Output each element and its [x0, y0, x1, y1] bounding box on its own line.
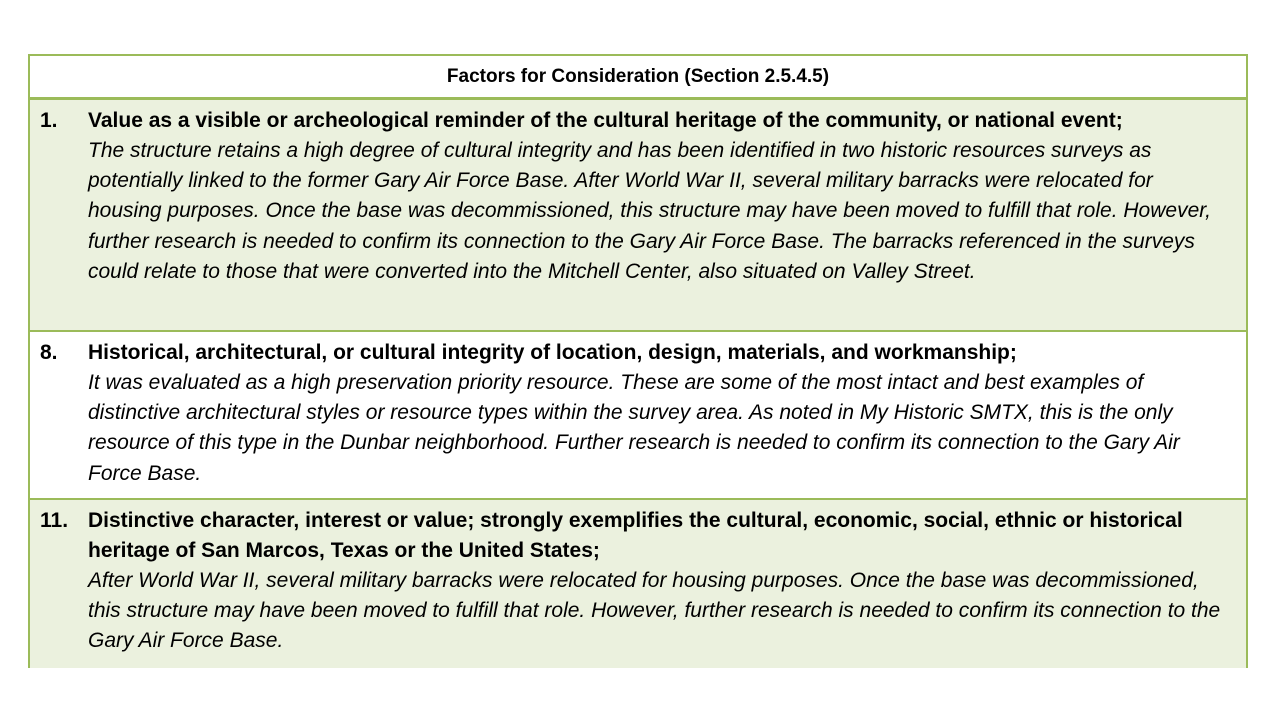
factor-row-8: [30, 332, 1246, 500]
factor-row-11: [30, 500, 1246, 668]
factor-description: The structure retains a high degree of cultural integrity and has been identified in two historic resources surveys as potentially linked to the former Gary Air Force Base. After World War II, several military barracks were relocated for housing purposes. Once the base was decommissioned, this structure may have been moved to fulfill that role. However, further research is needed to confirm its connection to the Gary Air Force Base. The barracks referenced in the surveys could relate to those that were converted into the Mitchell Center, also situated on Valley Street.: [88, 139, 1211, 283]
factor-heading: Distinctive character, interest or value; strongly exemplifies the cultural, economic, social, ethnic or historical heritage of San Marcos, Texas or the United States;: [88, 509, 1183, 562]
factor-heading: Historical, architectural, or cultural integrity of location, design, materials, and workmanship;: [88, 341, 1017, 364]
factor-description: It was evaluated as a high preservation priority resource. These are some of the most intact and best examples of distinctive architectural styles or resource types within the survey area. As noted in My Historic SMTX, this is the only resource of this type in the Dunbar neighborhood. Further research is needed to confirm its connection to the Gary Air Force Base.: [88, 371, 1180, 485]
factor-number: 1.: [40, 109, 58, 132]
factor-row-1: [30, 100, 1246, 332]
factor-heading: Value as a visible or archeological reminder of the cultural heritage of the community, or national event;: [88, 109, 1123, 132]
factors-table: [28, 54, 1248, 668]
table-title: Factors for Consideration (Section 2.5.4.5): [30, 56, 1246, 100]
factor-number: 11.: [40, 509, 69, 532]
factor-number: 8.: [40, 341, 58, 364]
factor-description: After World War II, several military barracks were relocated for housing purposes. Once the base was decommissioned, this structure may have been moved to fulfill that role. However, further research is needed to confirm its connection to the Gary Air Force Base.: [88, 569, 1221, 653]
